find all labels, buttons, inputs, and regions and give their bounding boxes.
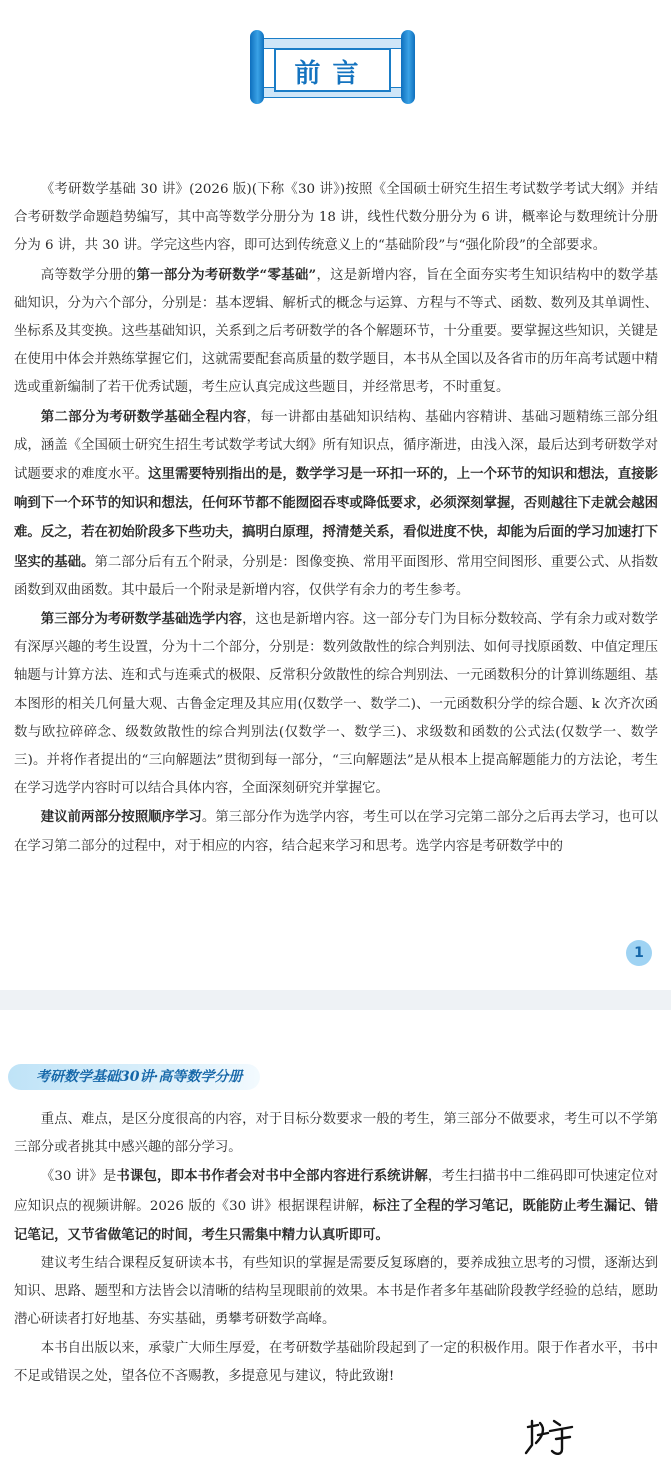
bold-text-run: 第一部分为考研数学“零基础”	[136, 266, 317, 283]
bold-text-run: 标注了全程的学习笔记，既能防止考生漏记、错记笔记，又节省做笔记的时间，考生只需集中精力认真听即可。	[14, 1197, 658, 1243]
text-run: 建议考生结合课程反复研读本书，有些知识的掌握是需要反复琢磨的，要养成独立思考的习惯，逐渐达到知识、思路、题型和方法皆会以清晰的结构呈现眼前的效果。本书是作者多年基础阶段教学经验的总结，愿助潜心研读者打好地基、夯实基础，勇攀考研数学高峰。	[14, 1256, 658, 1328]
running-header: 考研数学基础30讲·高等数学分册	[8, 1064, 260, 1090]
paragraph	[14, 176, 658, 261]
text-run: 第二部分后有五个附录，分别是：图像变换、常用平面图形、常用空间图形、重要公式、从指数函数到双曲函数。其中最后一个附录是新增内容，仅供学有余力的考生参考。	[14, 554, 659, 598]
bold-text-run: 这里需要特别指出的是，数学学习是一环扣一环的，上一个环节的知识和想法，直接影响到下一个环节的知识和想法，任何环节都不能囫囵吞枣或降低要求，必须深刻掌握，否则越往下走就会越困难。反之，若在初始阶段多下些功夫，搞明白原理，捋清楚关系，看似进度不快，却能为后面的学习加速打下坚实的基础。	[14, 466, 658, 570]
paragraph	[14, 605, 658, 803]
page-gap	[0, 990, 671, 1010]
text-run: ，每一讲都由基础知识结构、基础内容精讲、基础习题精练三部分组成，涵盖《全国硕士研究生招生考试数学考试大纲》所有知识点，循序渐进，由浅入深，最后达到考研数学对试题要求的难度水平。	[14, 409, 659, 483]
title-box	[274, 48, 391, 92]
preface-body-page-one	[14, 176, 658, 861]
text-run: 。第三部分作为选学内容，考生可以在学习完第二部分之后再去学习，也可以在学习第二部分的过程中，对于相应的内容，结合起来学习和思考。选学内容是考研数学中的	[14, 810, 658, 854]
paragraph	[14, 403, 658, 605]
title-scroll-banner	[250, 28, 415, 108]
scroll-roll-right	[401, 30, 415, 104]
bold-text-run: 书课包，即本书作者会对书中全部内容进行系统讲解	[116, 1168, 428, 1185]
text-run: 重点、难点，是区分度很高的内容，对于目标分数要求一般的考生，第三部分不做要求，考生可以不学第三部分或者挑其中感兴趣的部分学习。	[14, 1112, 658, 1156]
text-run: ，这也是新增内容。这一部分专门为目标分数较高、学有余力或对数学有深厚兴趣的考生设置，分为十二个部分，分别是：数列敛散性的综合判别法、如何寻找原函数、中值定理压轴题与计算方法、连和式与连乘式的极限、反常积分敛散性的综合判别法、一元函数积分的计算训练题组、基本图形的相关几何量大观、古鲁金定理及其应用(仅数学一、数学二)、一元函数积分学的综合题、k 次齐次函数与欧拉碎碎念、级数敛散性的综合判别法(仅数学一、数学三)、求级数和函数的公式法(仅数学一、数学三)。并将作者提出的“三向解题法”贯彻到每一部分，“三向解题法”是从根本上提高解题能力的方法论，考生在学习选学内容时可以结合具体内容，全面深刻研究并掌握它。	[14, 612, 659, 797]
paragraph	[14, 1335, 658, 1391]
text-run: 本书自出版以来，承蒙广大师生厚爱，在考研数学基础阶段起到了一定的积极作用。限于作者水平，书中不足或错误之处，望各位不吝赐教，多提意见与建议，特此致谢!	[14, 1340, 658, 1384]
bold-text-run: 第二部分为考研数学基础全程内容	[40, 408, 247, 425]
page-title: 前言	[294, 59, 371, 89]
text-run: ，这是新增内容，旨在全面夯实考生知识结构中的数学基础知识，分为六个部分，分别是：基本逻辑、解析式的概念与运算、方程与不等式、函数、数列及其单调性、坐标系及其变换。这些基础知识，关系到之后考研数学的各个解题环节，十分重要。要掌握这些知识，关键是在使用中体会并熟练掌握它们，这就需要配套高质量的数学题目，本书从全国以及各省市的历年高考试题中精选或重新编制了若干优秀试题，考生应认真完成这些题目，并经常思考，不时重复。	[14, 267, 659, 396]
text-run: 高等数学分册的	[40, 267, 137, 283]
paragraph	[14, 1250, 658, 1335]
author-signature	[520, 1415, 580, 1461]
paragraph	[14, 803, 658, 860]
text-run: 《考研数学基础 30 讲》(2026 版)(下称《30 讲》)按照《全国硕士研究生招生考试数学考试大纲》并结合考研数学命题趋势编写，其中高等数学分册分为 18 讲，线性代数分册分为 6 讲，概率论与数理统计分册分为 6 讲，共 30 讲。学完这些内容，即可达到传统意义上的“基础阶段”与“强化阶段”的全部要求。	[14, 182, 658, 254]
page-number-badge: 1	[626, 940, 652, 966]
page-two	[0, 1010, 671, 1461]
bold-text-run: 建议前两部分按照顺序学习	[40, 809, 202, 826]
text-run: 《30 讲》是	[40, 1169, 117, 1185]
text-run: ，考生扫描书中二维码即可快速定位对应知识点的视频讲解。2026 版的《30 讲》根据课程讲解，	[14, 1169, 659, 1214]
scroll-roll-left	[250, 30, 264, 104]
paragraph	[14, 261, 658, 403]
preface-body-page-two	[14, 1106, 658, 1391]
bold-text-run: 第三部分为考研数学基础选学内容	[40, 611, 243, 628]
paragraph	[14, 1106, 658, 1162]
paragraph	[14, 1162, 658, 1250]
